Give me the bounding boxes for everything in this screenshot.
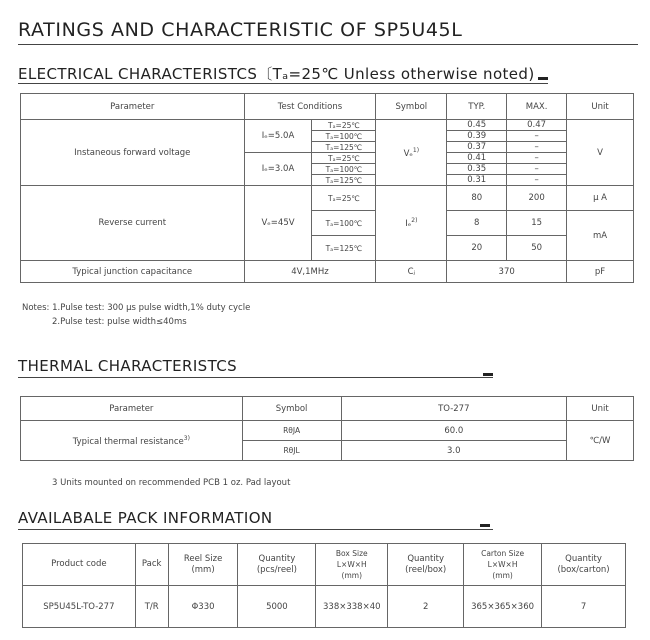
thermal-value: 3.0	[341, 441, 567, 461]
cj-unit: pF	[567, 261, 634, 283]
thermal-header-unit: Unit	[567, 397, 634, 421]
pack-reel-size: Φ330	[168, 586, 238, 628]
cj-condition: 4V,1MHz	[244, 261, 376, 283]
header-parameter: Parameter	[21, 94, 245, 120]
vf-ta: Tₐ=125℃	[312, 142, 376, 153]
ir-typ: 20	[447, 236, 507, 261]
pack-box-size: 338×338×40	[316, 586, 388, 628]
thermal-header-row	[21, 397, 634, 421]
header-unit: Unit	[567, 94, 634, 120]
table-row	[21, 120, 634, 131]
ir-unit-ma: mA	[567, 211, 634, 261]
pack-heading-mark	[480, 524, 490, 527]
electrical-header-row	[21, 94, 634, 120]
pack-product-code: SP5U45L-TO-277	[23, 586, 136, 628]
ir-parameter: Reverse current	[21, 186, 245, 261]
cj-value: 370	[447, 261, 567, 283]
vf-if-3a: Iₑ=3.0A	[244, 153, 312, 186]
pack-header-row	[23, 544, 626, 586]
vf-typ: 0.39	[447, 131, 507, 142]
thermal-parameter: Typical thermal resistance$^{3)}$	[21, 421, 243, 461]
pack-header-pack: Pack	[135, 544, 168, 586]
thermal-header-parameter: Parameter	[21, 397, 243, 421]
pack-qty-reel: 5000	[238, 586, 316, 628]
thermal-symbol: RθJL	[242, 441, 341, 461]
pack-heading-rule	[18, 529, 493, 530]
thermal-heading-mark	[483, 373, 493, 376]
thermal-unit: ℃/W	[567, 421, 634, 461]
thermal-header-package: TO-277	[341, 397, 567, 421]
vf-max: –	[507, 175, 567, 186]
pack-header-product-code: Product code	[23, 544, 136, 586]
ir-ta: Tₐ=125℃	[312, 236, 376, 261]
vf-max: –	[507, 131, 567, 142]
vf-ta: Tₐ=25℃	[312, 120, 376, 131]
vf-symbol: Vₑ$^{1)}$	[376, 120, 447, 186]
ir-typ: 80	[447, 186, 507, 211]
title-divider	[18, 44, 638, 45]
pack-header-qty-box: Quantity (reel/box)	[388, 544, 464, 586]
vf-ta: Tₐ=125℃	[312, 175, 376, 186]
vf-ta: Tₐ=25℃	[312, 153, 376, 164]
electrical-heading-mark	[538, 77, 548, 80]
electrical-table	[20, 93, 634, 283]
ir-vr: Vₑ=45V	[244, 186, 312, 261]
pack-header-carton-size: Carton Size L×W×H (mm)	[464, 544, 542, 586]
vf-typ: 0.41	[447, 153, 507, 164]
ir-symbol: Iₑ$^{2)}$	[376, 186, 447, 261]
electrical-heading: ELECTRICAL CHARACTERISTCS〔Tₐ=25℃ Unless otherwise noted)	[18, 65, 535, 83]
table-row	[21, 261, 634, 283]
ir-typ: 8	[447, 211, 507, 236]
vf-parameter: Instaneous forward voltage	[21, 120, 245, 186]
electrical-note-2: 2.Pulse test: pulse width≤40ms	[52, 317, 187, 327]
header-symbol: Symbol	[376, 94, 447, 120]
vf-typ: 0.35	[447, 164, 507, 175]
vf-ta: Tₐ=100℃	[312, 164, 376, 175]
pack-header-qty-reel: Quantity (pcs/reel)	[238, 544, 316, 586]
vf-unit: V	[567, 120, 634, 186]
pack-qty-carton: 7	[542, 586, 626, 628]
electrical-note-1: Notes: 1.Pulse test: 300 μs pulse width,1% duty cycle	[22, 303, 251, 313]
pack-header-reel-size: Reel Size (mm)	[168, 544, 238, 586]
thermal-note: 3 Units mounted on recommended PCB 1 oz. Pad layout	[52, 478, 291, 488]
thermal-table	[20, 396, 634, 461]
vf-max: 0.47	[507, 120, 567, 131]
pack-type: T/R	[135, 586, 168, 628]
ir-ta: Tₐ=100℃	[312, 211, 376, 236]
thermal-symbol: RθJA	[242, 421, 341, 441]
ir-max: 200	[507, 186, 567, 211]
pack-qty-box: 2	[388, 586, 464, 628]
pack-header-qty-carton: Quantity (box/carton)	[542, 544, 626, 586]
ir-unit-ua: μ A	[567, 186, 634, 211]
vf-max: –	[507, 142, 567, 153]
ir-max: 50	[507, 236, 567, 261]
vf-ta: Tₐ=100℃	[312, 131, 376, 142]
vf-typ: 0.45	[447, 120, 507, 131]
cj-parameter: Typical junction capacitance	[21, 261, 245, 283]
table-row	[21, 186, 634, 211]
page-title: RATINGS AND CHARACTERISTIC OF SP5U45L	[18, 19, 463, 41]
vf-max: –	[507, 153, 567, 164]
header-max: MAX.	[507, 94, 567, 120]
table-row	[21, 421, 634, 441]
thermal-heading-rule	[18, 377, 493, 378]
thermal-heading: THERMAL CHARACTERISTCS	[18, 357, 238, 375]
thermal-value: 60.0	[341, 421, 567, 441]
pack-carton-size: 365×365×360	[464, 586, 542, 628]
table-row	[23, 586, 626, 628]
thermal-header-symbol: Symbol	[242, 397, 341, 421]
header-typ: TYP.	[447, 94, 507, 120]
vf-if-5a: Iₑ=5.0A	[244, 120, 312, 153]
cj-symbol: Cⱼ	[376, 261, 447, 283]
vf-typ: 0.31	[447, 175, 507, 186]
pack-header-box-size: Box Size L×W×H (mm)	[316, 544, 388, 586]
pack-heading: AVAILABALE PACK INFORMATION	[18, 509, 273, 527]
ir-ta: Tₐ=25℃	[312, 186, 376, 211]
pack-table	[22, 543, 626, 628]
ir-max: 15	[507, 211, 567, 236]
header-test-conditions: Test Conditions	[244, 94, 376, 120]
vf-max: –	[507, 164, 567, 175]
vf-typ: 0.37	[447, 142, 507, 153]
electrical-heading-rule	[18, 83, 548, 84]
